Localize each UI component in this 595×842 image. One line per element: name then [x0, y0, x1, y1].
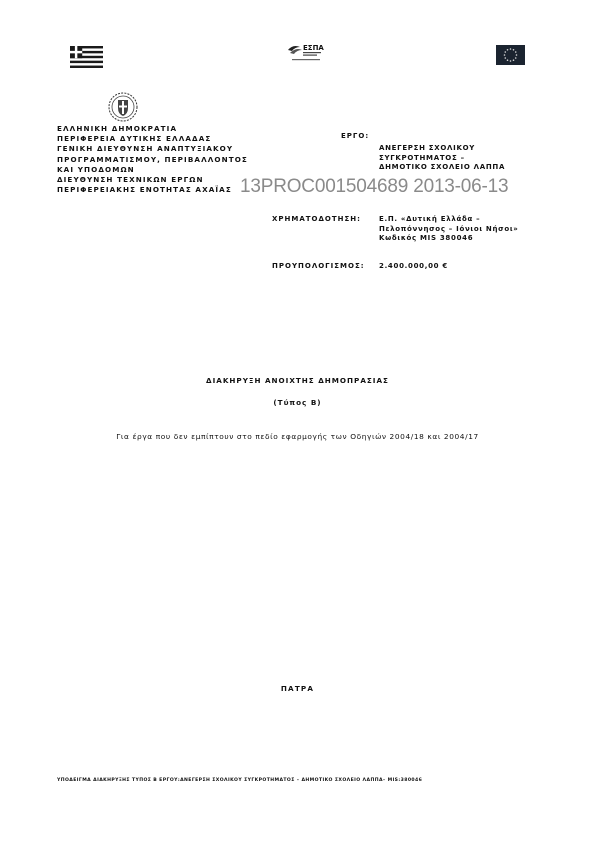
authority-line: ΓΕΝΙΚΗ ΔΙΕΥΘΥΝΣΗ ΑΝΑΠΤΥΞΙΑΚΟΥ — [57, 144, 234, 154]
authority-line: ΚΑΙ ΥΠΟΔΟΜΩΝ — [57, 164, 135, 174]
budget-label: ΠΡΟΥΠΟΛΟΓΙΣΜΟΣ: — [272, 262, 365, 270]
project-line: ΣΥΓΚΡΟΤΗΜΑΤΟΣ – — [379, 153, 465, 162]
project-title — [379, 144, 505, 173]
page-footer: ΥΠΟΔΕΙΓΜΑ ΔΙΑΚΗΡΥΞΗΣ ΤΥΠΟΣ Β ΕΡΓΟΥ:ΑΝΕΓΕΡΣΗ ΣΧΟΛΙΚΟΥ ΣΥΓΚΡΟΤΗΜΑΤΟΣ – ΔΗΜΟΤΙΚΟ ΣΧΟΛΕΙΟ ΛΑΠΠΑ– MIS:380046 — [57, 778, 423, 783]
funding-line: Πελοπόννησος – Ιόνιοι Νήσοι» — [379, 224, 519, 233]
project-line: ΑΝΕΓΕΡΣΗ ΣΧΟΛΙΚΟΥ — [379, 144, 476, 152]
authority-line: ΔΙΕΥΘΥΝΣΗ ΤΕΧΝΙΚΩΝ ΕΡΓΩΝ — [57, 175, 204, 185]
funding-value — [379, 215, 518, 244]
project-label: ΕΡΓΟ: — [341, 132, 370, 140]
espa-logo-text: ΕΣΠΑ — [303, 44, 324, 52]
funding-line: Ε.Π. «Δυτική Ελλάδα – — [379, 215, 481, 223]
declaration-type: (Τύπος Β) — [273, 398, 322, 407]
authority-line: ΠΡΟΓΡΑΜΜΑΤΙΣΜΟΥ, ΠΕΡΙΒΑΛΛΟΝΤΟΣ — [57, 154, 248, 164]
eu-flag-icon — [496, 45, 525, 65]
espa-logo-icon — [284, 41, 326, 65]
authority-line: ΠΕΡΙΦΕΡΕΙΑ ΔΥΤΙΚΗΣ ΕΛΛΑΔΑΣ — [57, 134, 212, 144]
greek-flag-icon — [69, 46, 104, 68]
registry-stamp: 13PROC001504689 2013-06-13 — [240, 176, 509, 197]
funding-label: ΧΡΗΜΑΤΟΔΟΤΗΣΗ: — [272, 215, 361, 223]
declaration-title: ΔΙΑΚΗΡΥΞΗ ΑΝΟΙΧΤΗΣ ΔΗΜΟΠΡΑΣΙΑΣ — [206, 376, 389, 385]
authority-line: ΕΛΛΗΝΙΚΗ ΔΗΜΟΚΡΑΤΙΑ — [57, 124, 178, 133]
issue-city: ΠΑΤΡΑ — [280, 684, 315, 693]
greek-coat-of-arms-icon — [108, 92, 138, 122]
budget-value: 2.400.000,00 € — [379, 262, 448, 270]
declaration-scope: Για έργα που δεν εμπίπτουν στο πεδίο εφαρμογής των Οδηγιών 2004/18 και 2004/17 — [116, 432, 479, 441]
authority-line: ΠΕΡΙΦΕΡΕΙΑΚΗΣ ΕΝΟΤΗΤΑΣ ΑΧΑΪΑΣ — [57, 185, 232, 195]
project-line: ΔΗΜΟΤΙΚΟ ΣΧΟΛΕΙΟ ΛΑΠΠΑ — [379, 163, 506, 172]
issuing-authority — [57, 124, 248, 195]
funding-line: Κωδικός MIS 380046 — [379, 234, 474, 243]
